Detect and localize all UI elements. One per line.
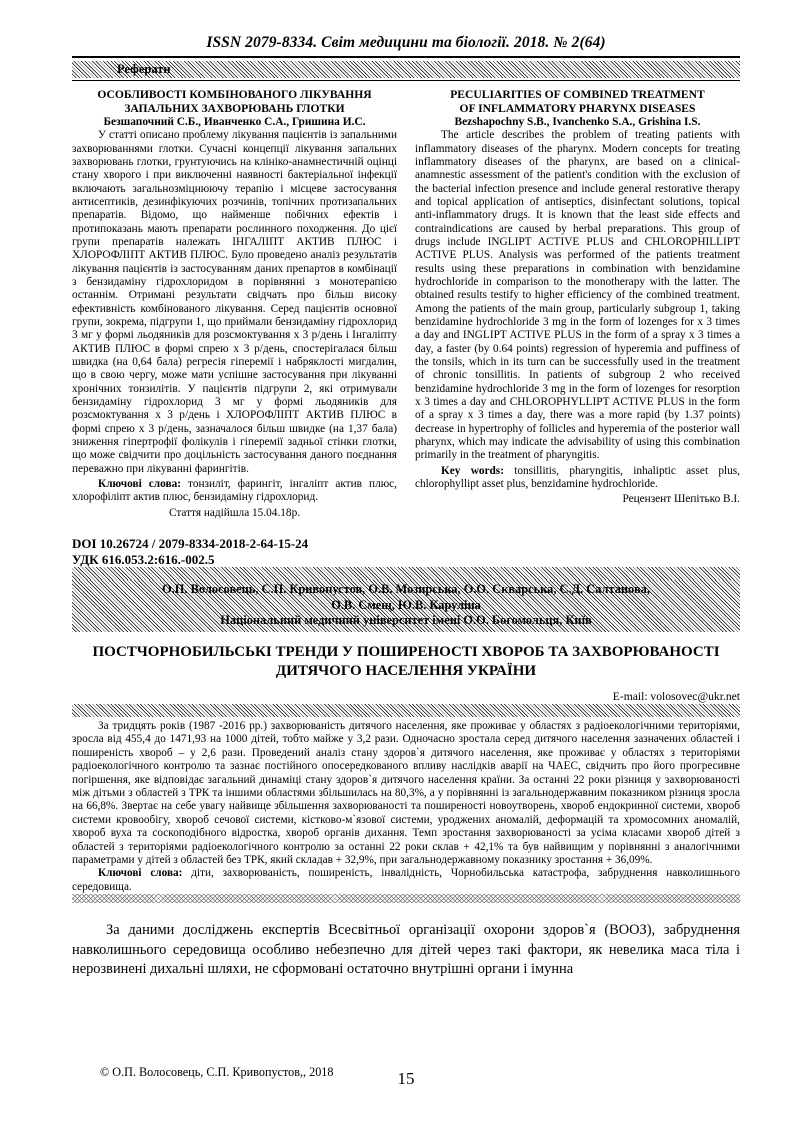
header-rule (72, 56, 740, 58)
page-footer (72, 1065, 740, 1088)
abstract-authors-en: Bezshapochny S.B., Ivanchenko S.A., Grishina I.S. (454, 116, 701, 129)
abstract-keywords-en (415, 465, 740, 492)
divider-hatch-top (72, 567, 740, 580)
article-title-line1: ПОСТЧОРНОБИЛЬСЬКІ ТРЕНДИ У ПОШИРЕНОСТІ ХВОРОБ ТА ЗАХВОРЮВАНОСТІ (92, 643, 720, 660)
abstract-columns (72, 88, 740, 520)
abstract-body-uk: У статті описано проблему лікування пацієнтів із запальними захворюваннями глотки. Сучасні концепції лікування запальних захворювань глотки, грунтуючись на клініко-анамнестичній оцінці стану хворого і при виключенні наявності бактеріальної інфекції включають загальнозміцнюючу терапію і місцеве застосування антисептиків, дезинфікуючих розчинів, топічних протизапальних препаратів. Відомо, що найменше побічних ефектів і протипоказань мають препарати рослинного походження. До цієї групи препаратів належать ІНГАЛІПТ АКТИВ ПЛЮС і ХЛОРОФЛІПТ АКТИВ ПЛЮС. Було проведено аналіз результатів лікування пацієнтів із застосуванням даних препартов в комбінації з бензидаміну гідрохлоридом в порівнянні з монотерапією останнім. Отримані результати свідчать про більш високу ефективність комбінованого лікування. Серед пацієнтів основної групи, зокрема, підгрупи 1, що приймали бензидаміну гідрохлорид 3 мг у формі льодяників для розсмоктування х 3 р/день і Інгаліпту АКТИВ ПЛЮС в формі спрею х 3 р/день, спостерігалася більш швидка (на 0,64 бала) регресія гіперемії і набряклості мигдалин, що в свою чергу, може мати успішне застосування при лікуванні хронічних тонзилітів. У пацієнтів підгрупи 2, які отримували бензидаміну гідрохлорид 3 мг у формі льодяників для розсмоктування х 3 р/день і ХЛОРОФЛІПТ АКТИВ ПЛЮС в формі спрею х 3 р/день, зазначалося більш швидке (на 1,37 бала) зниження гіпертрофії фолікулів і гіперемії задньої стінки глотки, що може свідчити про доцільність застосування даного поєднання переважно при лікуванні фарингітів. (72, 129, 397, 475)
copyright-line: © О.П. Волосовець, С.П. Кривопустов,, 2018 (100, 1065, 334, 1079)
keywords-label-uk: Ключові слова: (98, 478, 181, 491)
keywords-label-en: Key words: (441, 464, 504, 477)
received-date: Стаття надійшла 15.04.18р. (168, 506, 301, 519)
abstract-title-line1-uk: ОСОБЛИВОСТІ КОМБІНОВАНОГО ЛІКУВАННЯ (97, 88, 372, 101)
abstract-column-english (415, 88, 740, 520)
divider-zigzag-bottom (72, 894, 740, 903)
abstract-column-ukrainian (72, 88, 397, 520)
body-paragraph: За даними досліджень експертів Всесвітньої організації охорони здоров`я (ВООЗ), забруднення навколишнього середовища особливо небезпечно для дітей через такі фактори, як невелика маса тіла і нерозвинені дихальні шляхи, не сформовані остаточно внутрішні органи і імунна (72, 922, 740, 978)
article-title (72, 643, 740, 682)
main-abstract-body: За тридцять років (1987 -2016 рр.) захворюваність дитячого населення, яке проживає у областях з радіоекологічними територіями, зросла від 455,4 до 1471,93 на 1000 дітей, тобто майже у 3,2 рази. Одночасно зростала серед дитячого населення зазначених областей і поширеність хвороб – у 2,6 рази. Проведений аналіз стану здоров`я дитячого населення, яке проживає у областях з територіями радіоекологічного контролю та зазнає постійного опосередкованого впливу наслідків аварії на ЧАЕС, свідчить про його прогресивне погіршення, яке відповідає загальний динаміці стану здоров`я дитячого населення країни. За останні 22 роки різниця у захворюваності між дітьми з областей з ТРК та іншими областями збільшилась на 80,3%, а у порівнянні із загальнодержавним показником різниця зросла на 66,8%. Звертає на себе увагу найвище збільшення захворюваності та поширеності новоутворень, хвороб ендокринної системи, хвороб системи кровообігу, хвороб сечової системи, кістково-м`язової системи, уроджених аномалій, деформацій та хромосомних аномалій, хвороб вуха та соскоподібного відростка, хвороб органів дихання. Темп зростання захворюваності за усіма класами хвороб дітей з областей з територіями радіоекологічного контролю за останні 22 роки склав + 42,1% та був найвищим у порівнянні з аналогічними параметрами у дітей з областей без ТРК, який складав + 32,9%, при загальнодержавному показнику зростання + 36,09%. (72, 719, 740, 866)
doi-line: DOI 10.26724 / 2079-8334-2018-2-64-15-24 (72, 536, 309, 552)
section-band (72, 61, 740, 78)
abstract-authors-uk: Безшапочний С.Б., Иванченко С.А., Гришина И.С. (103, 116, 366, 129)
authors-line-1: О.П. Волосовець, С.П. Кривопустов, О.В. Мозирська, О.О. Скварська, С.Д. Салтанова, (162, 582, 650, 597)
reviewer-line: Рецензент Шепітько В.І. (622, 493, 740, 506)
doi-block (72, 536, 740, 567)
keywords-text-uk: тонзиліт, фарингіт, інгаліпт актив плюс, хлорофіліпт актив плюс, бензидаміну гідрохлорид. (72, 478, 397, 504)
abstract-title-line2-uk: ЗАПАЛЬНИХ ЗАХВОРЮВАНЬ ГЛОТКИ (124, 101, 345, 115)
running-head: ISSN 2079-8334. Світ медицини та біології. 2018. № 2(64) (206, 34, 606, 51)
keywords-text-en: tonsillitis, pharyngitis, inhaliptic asset plus, chlorophyllipt asset plus, benzidamine hydrochloride. (415, 464, 740, 491)
divider-hatch-abstract-top (72, 704, 740, 717)
page-number: 15 (397, 1069, 415, 1088)
main-keywords-label: Ключові слова: (98, 867, 183, 880)
abstract-body-en: The article describes the problem of treating patients with inflammatory diseases of the pharynx. Modern concepts for treating inflammatory diseases of the pharynx, are based on a clinical-anamnestic assessment of the patient's condition with the exclusion of the bacterial infection presence and include general restorative therapy and topical application of antiseptics, disinfectant solutions, topical anti-inflammatory drugs. It is known that the least side effects and contraindications are caused by herbal preparations. This group of drugs include INGLIPT ACTIVE PLUS and CHLOROPHILLIPT ACTIVE PLUS. Analysis was performed of the patients treatment results using these preparations in combination with benzidamine hydrochloride in comparison to the monotherapy with the latter. The obtained results testify to higher efficiency of the combined treatment. Among the patients of the main group, particularly subgroup 1, taking benzidamine hydrochloride 3 mg in the form of lozenges for x 3 times a day and INGLIPT ACTIVE PLUS in the form of a spray x 3 times a day, a faster (by 0.64 points) regression of hyperemia and puffiness of the tonsils, which in its turn can be successfully used in the treatment of chronic tonsillitis. In patients of subgroup 2 who received benzidamine hydrochloride 3 mg in the form of lozenges for resorption x 3 times a day and CHLOROPHYLLIPT ACTIVE PLUS in the form of a spray x 3 times a day, there was a more rapid (by 1.37 points) decrease in hypertrophy of follicles and hyperemia of the posterior wall pharynx, which may indicate the advisability of using this combination primarily in the treatment of pharyngitis. (415, 129, 740, 462)
main-abstract-keywords (72, 867, 740, 894)
authors-band (72, 580, 740, 632)
abstract-title-line1-en: PECULIARITIES OF COMBINED TREATMENT (450, 88, 705, 101)
abstract-keywords-uk (72, 478, 397, 505)
section-band-rule (72, 80, 740, 81)
udk-line: УДК 616.053.2:616.-002.5 (72, 551, 215, 567)
affiliation-line: Національний медичний університет імені О.О. Богомольця, Київ (220, 613, 592, 628)
page-content (72, 34, 740, 980)
article-title-line2: ДИТЯЧОГО НАСЕЛЕННЯ УКРАЇНИ (275, 663, 537, 680)
section-label: Реферати (117, 62, 171, 76)
abstract-title-line2-en: OF INFLAMMATORY PHARYNX DISEASES (459, 101, 696, 115)
author-email: E-mail: volosovec@ukr.net (612, 689, 740, 703)
authors-line-2: О.В. Смещ, Ю.В. Каруліна (331, 597, 481, 612)
main-keywords-text: діти, захворюваність, поширеність, інвалідність, Чорнобильська катастрофа, забруднення навколишнього середовища. (72, 867, 740, 893)
